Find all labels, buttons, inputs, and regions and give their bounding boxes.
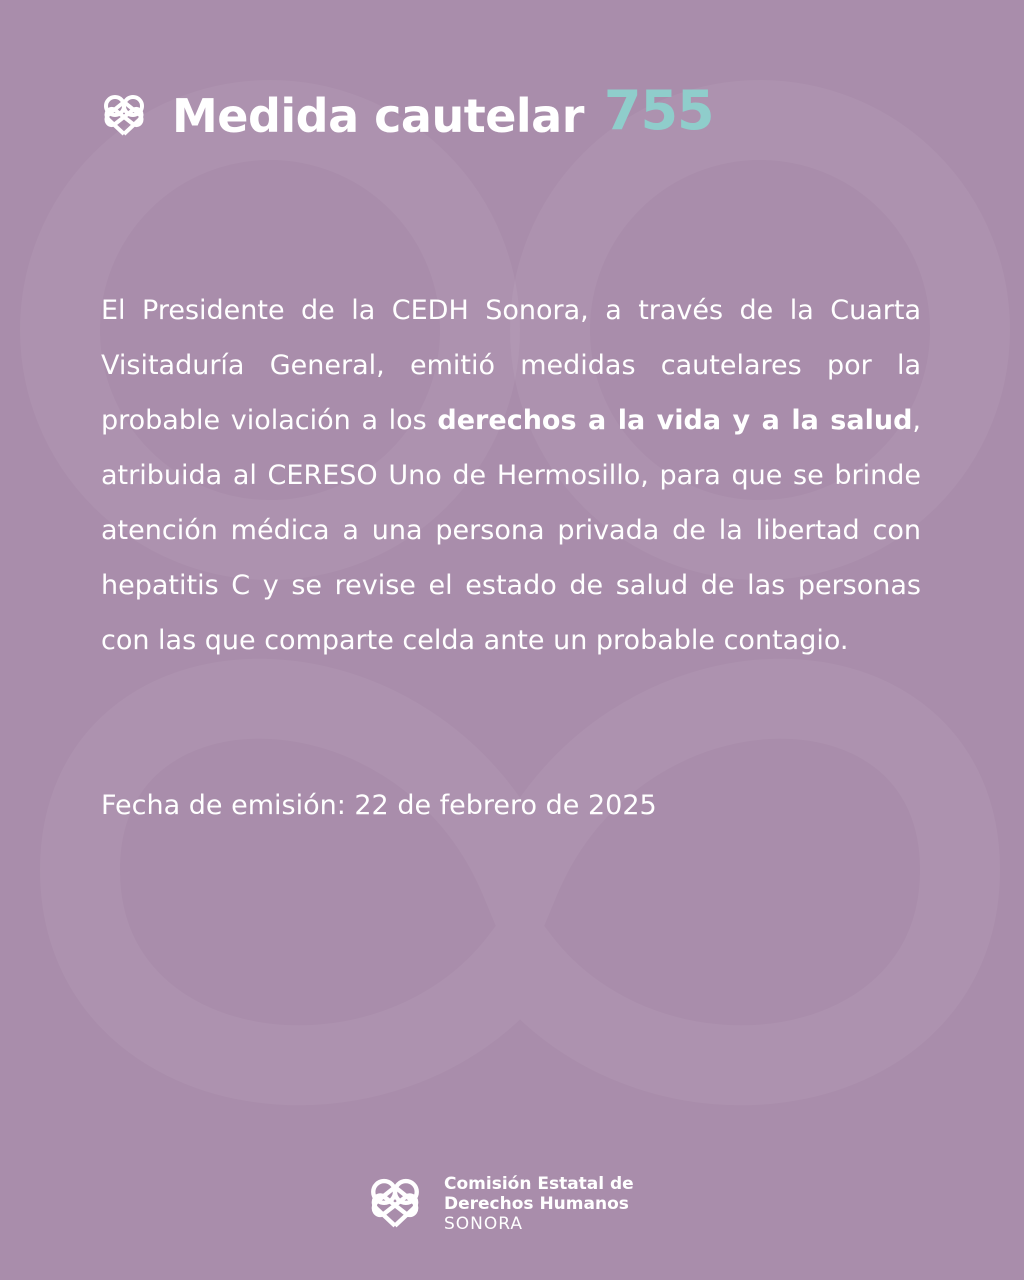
- body-text-part2: , atribuida al CERESO Uno de Hermosillo, para que se brinde atención médica a una persona privada de la libertad con hepatitis C y se revise el estado de salud de las personas con las que comparte celda ante un probable contagio.: [101, 405, 921, 656]
- org-name-line1: Comisión Estatal de: [444, 1174, 634, 1194]
- org-name: [444, 1174, 634, 1234]
- measure-number: 755: [603, 78, 714, 142]
- issue-date: Fecha de emisión: 22 de febrero de 2025: [101, 790, 657, 821]
- header: [100, 78, 714, 148]
- org-name-line2: Derechos Humanos: [444, 1194, 629, 1214]
- body-paragraph: [101, 283, 921, 668]
- org-state: SONORA: [444, 1214, 524, 1234]
- page-title: Medida cautelar: [172, 89, 584, 143]
- body-text-part1: El Presidente de la CEDH Sonora, a través de la Cuarta Visitaduría General, emitió medidas cautelares por la probable violación a los: [101, 295, 921, 436]
- body-text-bold: derechos a la vida y a la salud: [437, 405, 913, 436]
- interlocked-loops-logo-icon: [366, 1174, 424, 1234]
- interlocked-loops-logo-icon: [100, 94, 148, 138]
- footer-org-logo: [366, 1174, 634, 1234]
